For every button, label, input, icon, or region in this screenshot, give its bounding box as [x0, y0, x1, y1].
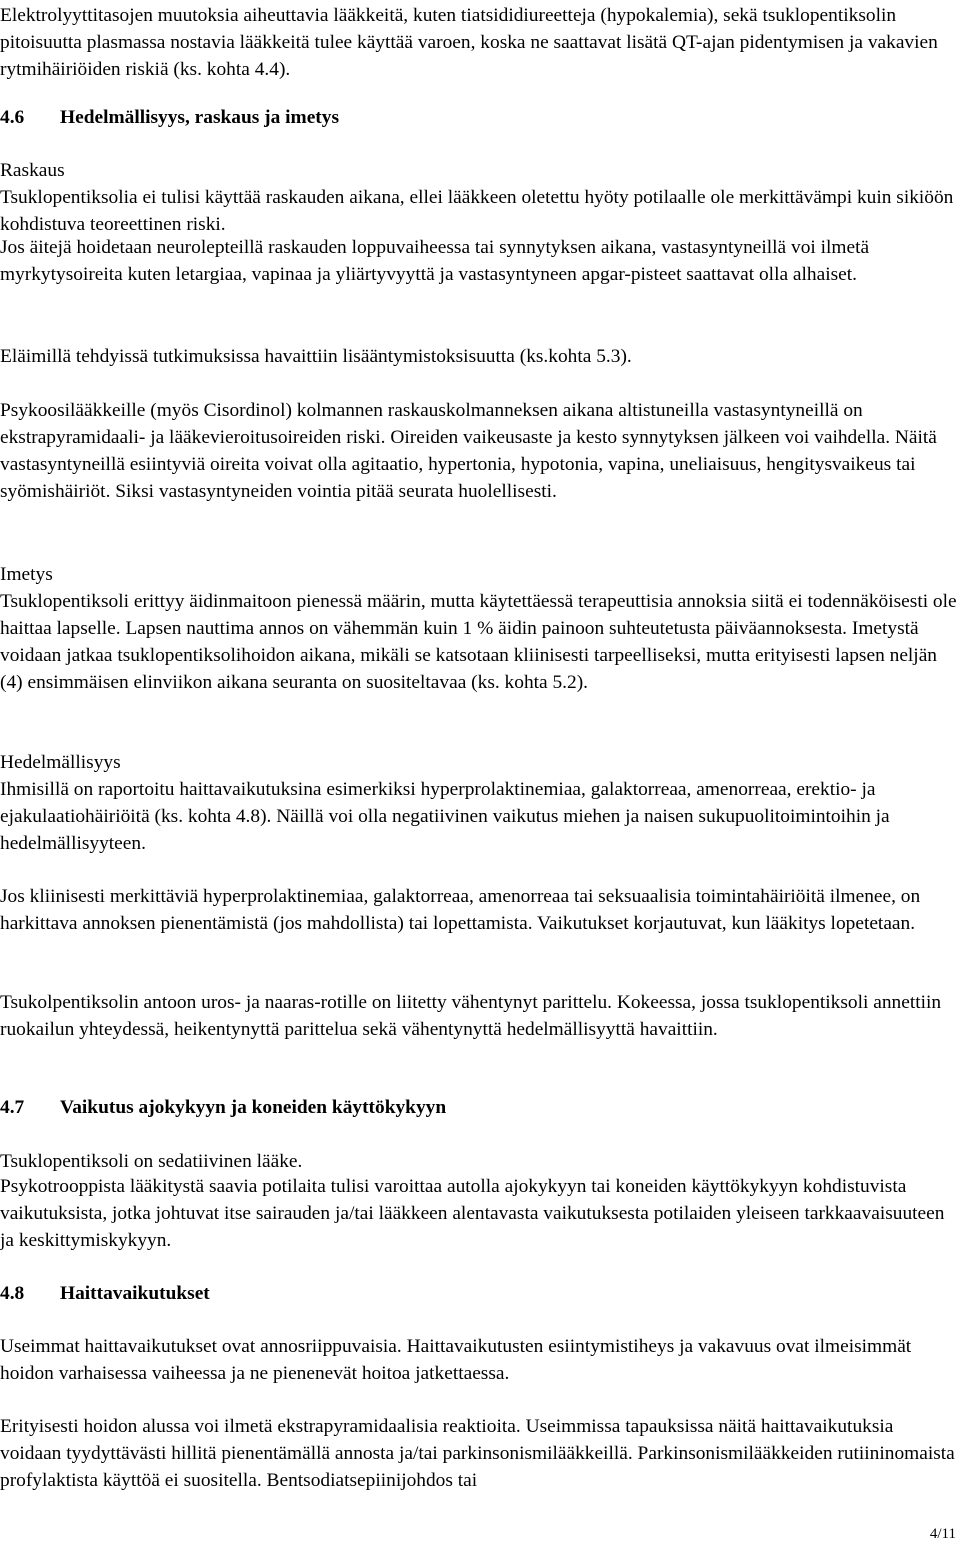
hedelmallisyys-paragraph-1: Ihmisillä on raportoitu haittavaikutuksina esimerkiksi hyperprolaktinemiaa, galaktorreaa, amenorreaa, erektio- ja ejakulaatiohäiriöitä (ks. kohta 4.8). Näillä voi olla negatiivinen vaikutus miehen ja naisen sukupuolitoimintoihin ja hedelmällisyyteen.	[0, 779, 890, 854]
raskaus-paragraph-3: Eläimillä tehdyissä tutkimuksissa havaittiin lisääntymistoksisuutta (ks.kohta 5.3).	[0, 346, 632, 367]
section-4-7-paragraph-1: Tsuklopentiksoli on sedatiivinen lääke.	[0, 1151, 303, 1172]
section-number: 4.7	[0, 1097, 25, 1118]
subheading-raskaus: Raskaus	[0, 160, 65, 181]
section-title: Vaikutus ajokykyyn ja koneiden käyttökykyyn	[60, 1097, 447, 1118]
subheading-imetys: Imetys	[0, 564, 53, 585]
section-title: Haittavaikutukset	[60, 1283, 210, 1304]
section-4-8-paragraph-2: Erityisesti hoidon alussa voi ilmetä ekstrapyramidaalisia reaktioita. Useimmissa tapauksissa näitä haittavaikutuksia voidaan tyydyttävästi hillitä pienentämällä annosta ja/tai parkinsonismilääkkeillä. Parkinsonismilääkkeiden rutiininomaista profylaktista käyttöä ei suositella. Bentsodiatsepiinijohdos tai	[0, 1416, 955, 1491]
section-heading-4-7	[0, 1094, 958, 1121]
page-number: 4/11	[929, 1526, 956, 1542]
section-number: 4.6	[0, 107, 25, 128]
imetys-paragraph-1: Tsuklopentiksoli erittyy äidinmaitoon pienessä määrin, mutta käytettäessä terapeuttisia annoksia siitä ei todennäköisesti ole haittaa lapselle. Lapsen nauttima annos on vähemmän kuin 1 % äidin painoon suhteutetusta päiväannoksesta. Imetystä voidaan jatkaa tsuklopentiksolihoidon aikana, mikäli se katsotaan kliinisesti tarpeelliseksi, mutta erityisesti lapsen neljän (4) ensimmäisen elinviikon aikana seuranta on suositeltavaa (ks. kohta 5.2).	[0, 591, 957, 693]
hedelmallisyys-paragraph-3: Tsukolpentiksolin antoon uros- ja naaras-rotille on liitetty vähentynyt parittelu. Kokeessa, jossa tsuklopentiksoli annettiin ruokailun yhteydessä, heikentynyttä parittelua sekä vähentynyttä hedelmällisyyttä havaittiin.	[0, 992, 942, 1040]
raskaus-paragraph-1: Tsuklopentiksolia ei tulisi käyttää raskauden aikana, ellei lääkkeen oletettu hyöty potilaalle ole merkittävämpi kuin sikiöön kohdistuva teoreettinen riski.	[0, 187, 954, 235]
intro-paragraph: Elektrolyyttitasojen muutoksia aiheuttavia lääkkeitä, kuten tiatsididiureetteja (hypokalemia), sekä tsuklopentiksolin pitoisuutta plasmassa nostavia lääkkeitä tulee käyttää varoen, koska ne saattavat lisätä QT-ajan pidentymisen ja vakavien rytmihäiriöiden riskiä (ks. kohta 4.4).	[0, 5, 938, 80]
section-title: Hedelmällisyys, raskaus ja imetys	[60, 107, 340, 128]
section-heading-4-6	[0, 104, 958, 131]
section-4-8-paragraph-1: Useimmat haittavaikutukset ovat annosriippuvaisia. Haittavaikutusten esiintymistiheys ja vakavuus ovat ilmeisimmät hoidon varhaisessa vaiheessa ja ne pienenevät hoitoa jatkettaessa.	[0, 1336, 912, 1384]
hedelmallisyys-paragraph-2: Jos kliinisesti merkittäviä hyperprolaktinemiaa, galaktorreaa, amenorreaa tai seksuaalisia toimintahäiriöitä ilmenee, on harkittava annoksen pienentämistä (jos mahdollista) tai lopettamista. Vaikutukset korjautuvat, kun lääkitys lopetetaan.	[0, 886, 921, 934]
section-heading-4-8	[0, 1280, 958, 1307]
raskaus-paragraph-2: Jos äitejä hoidetaan neurolepteillä raskauden loppuvaiheessa tai synnytyksen aikana, vastasyntyneillä voi ilmetä myrkytysoireita kuten letargiaa, vapinaa ja yliärtyvyyttä ja vastasyntyneen apgar-pisteet saattavat olla alhaiset.	[0, 237, 870, 285]
subheading-hedelmallisyys: Hedelmällisyys	[0, 752, 121, 773]
section-number: 4.8	[0, 1283, 25, 1304]
raskaus-paragraph-4: Psykoosilääkkeille (myös Cisordinol) kolmannen raskauskolmanneksen aikana altistuneilla vastasyntyneillä on ekstrapyramidaali- ja lääkevieroitusoireiden riski. Oireiden vaikeusaste ja kesto synnytyksen jälkeen voi vaihdella. Näitä vastasyntyneillä esiintyviä oireita voivat olla agitaatio, hypertonia, hypotonia, vapina, uneliaisuus, hengitysvaikeus tai syömishäiriöt. Siksi vastasyntyneiden vointia pitää seurata huolellisesti.	[0, 400, 937, 502]
section-4-7-paragraph-2: Psykotrooppista lääkitystä saavia potilaita tulisi varoittaa autolla ajokykyyn tai koneiden käyttökykyyn kohdistuvista vaikutuksista, jotka johtuvat itse sairauden ja/tai lääkkeen alentavasta vaikutuksesta potilaiden yleiseen tarkkaavaisuuteen ja keskittymiskykyyn.	[0, 1176, 945, 1251]
